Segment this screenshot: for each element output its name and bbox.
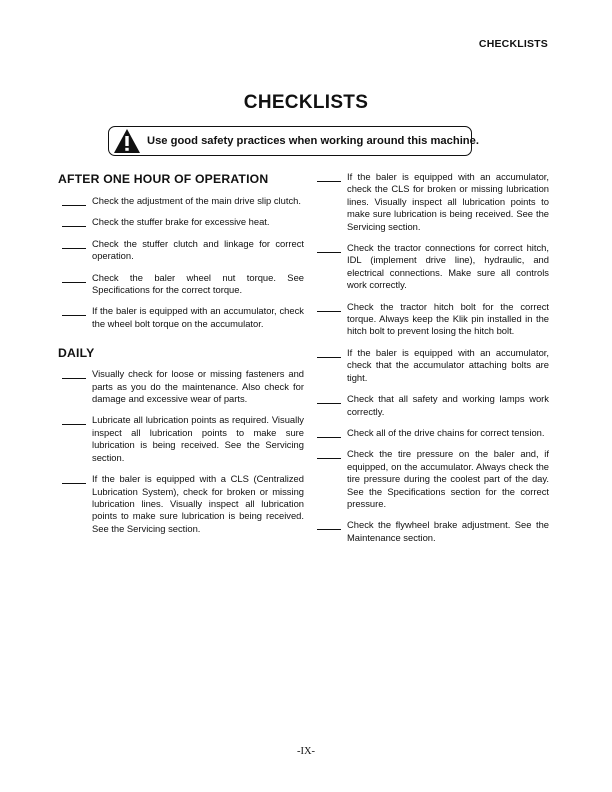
checklist-after-one-hour: [58, 195, 304, 330]
section-heading-daily: DAILY: [58, 346, 95, 361]
checklist-item: [313, 519, 549, 544]
checklist-item: [58, 272, 304, 297]
checklist-item-text: If the baler is equipped with a CLS (Centralized Lubrication System), check for broken or missing lubrication lines. Visually inspect all lubrication points to make sure lubrication is being received. See the Servicing section.: [92, 473, 304, 534]
checkoff-blank-line: [317, 311, 341, 312]
warning-triangle-icon: [113, 127, 141, 155]
checklist-item-text: Check all of the drive chains for correct tension.: [347, 426, 545, 438]
checkoff-blank-line: [62, 248, 86, 249]
checkoff-blank-line: [62, 226, 86, 227]
checklist-item-text: If the baler is equipped with an accumulator, check the CLS for broken or missing lubrication lines. Visually inspect all lubrication points to make sure lubrication is being received. See the Servicing section.: [347, 171, 549, 232]
safety-warning-box: [108, 126, 479, 156]
checklist-daily: [58, 368, 304, 535]
checklist-daily-continued: [313, 171, 549, 544]
checkoff-blank-line: [62, 282, 86, 283]
checklist-item-text: Check that all safety and working lamps work correctly.: [347, 393, 549, 417]
checklist-item-text: Check the flywheel brake adjustment. See the Maintenance section.: [347, 519, 549, 543]
checkoff-blank-line: [62, 205, 86, 206]
checklist-item-text: Check the adjustment of the main drive slip clutch.: [92, 195, 301, 206]
checklist-item-text: Check the tire pressure on the baler and, if equipped, on the accumulator. Always check the tire pressure during the coolest part of the day. See the Specifications section for the correct pressure.: [347, 448, 549, 509]
checklist-item-text: Check the stuffer clutch and linkage for correct operation.: [92, 237, 304, 262]
checklist-item-text: If the baler is equipped with an accumulator, check that the accumulator attaching bolts are tight.: [347, 346, 549, 383]
checklist-item: [58, 414, 304, 464]
checklist-item: [313, 242, 549, 292]
checkoff-blank-line: [62, 424, 86, 425]
checklist-item: [58, 473, 304, 535]
checklist-item: [58, 238, 304, 263]
checklist-item: [58, 368, 304, 405]
checkoff-blank-line: [317, 181, 341, 182]
page-title: CHECKLISTS: [243, 92, 369, 113]
checklist-item: [313, 171, 549, 233]
left-column: [58, 172, 304, 544]
checkoff-blank-line: [317, 357, 341, 358]
checkoff-blank-line: [317, 403, 341, 404]
page-number: -IX-: [296, 746, 316, 757]
checklist-item: [58, 216, 304, 228]
checkoff-blank-line: [317, 437, 341, 438]
checkoff-blank-line: [62, 315, 86, 316]
checklist-item: [313, 393, 549, 418]
checklist-item: [313, 427, 549, 439]
checklist-item: [58, 305, 304, 330]
checklist-item: [313, 347, 549, 384]
checklist-item-text: If the baler is equipped with an accumulator, check the wheel bolt torque on the accumulator.: [92, 305, 304, 329]
right-column: [313, 171, 549, 553]
checkoff-blank-line: [62, 483, 86, 484]
checklist-item: [313, 301, 549, 338]
checklist-item-text: Check the stuffer brake for excessive heat.: [92, 216, 270, 228]
checkoff-blank-line: [317, 529, 341, 530]
checklist-item: [313, 448, 549, 510]
checkoff-blank-line: [317, 252, 341, 253]
checkoff-blank-line: [317, 458, 341, 459]
section-heading-after-one-hour: AFTER ONE HOUR OF OPERATION: [58, 172, 269, 186]
warning-text: Use good safety practices when working around this machine.: [147, 135, 479, 147]
running-header: CHECKLISTS: [478, 38, 548, 50]
checklist-item: [58, 195, 304, 207]
checklist-item-text: Visually check for loose or missing fasteners and parts as you do the maintenance. Also check for damage and excessive wear of parts.: [92, 368, 304, 405]
checklist-item-text: Check the tractor connections for correct hitch, IDL (implement drive line), hydraulic, and electrical connections. Make sure all controls work correctly.: [347, 242, 549, 291]
checklist-item-text: Check the tractor hitch bolt for the correct torque. Always keep the Klik pin installed in the hitch bolt to prevent losing the hitch bolt.: [347, 300, 549, 337]
checkoff-blank-line: [62, 378, 86, 379]
checklist-item-text: Lubricate all lubrication points as required. Visually inspect all lubrication points to make sure lubrication is being received. See the Servicing section.: [92, 414, 304, 463]
checklist-item-text: Check the baler wheel nut torque. See Specifications for the correct torque.: [92, 271, 304, 296]
